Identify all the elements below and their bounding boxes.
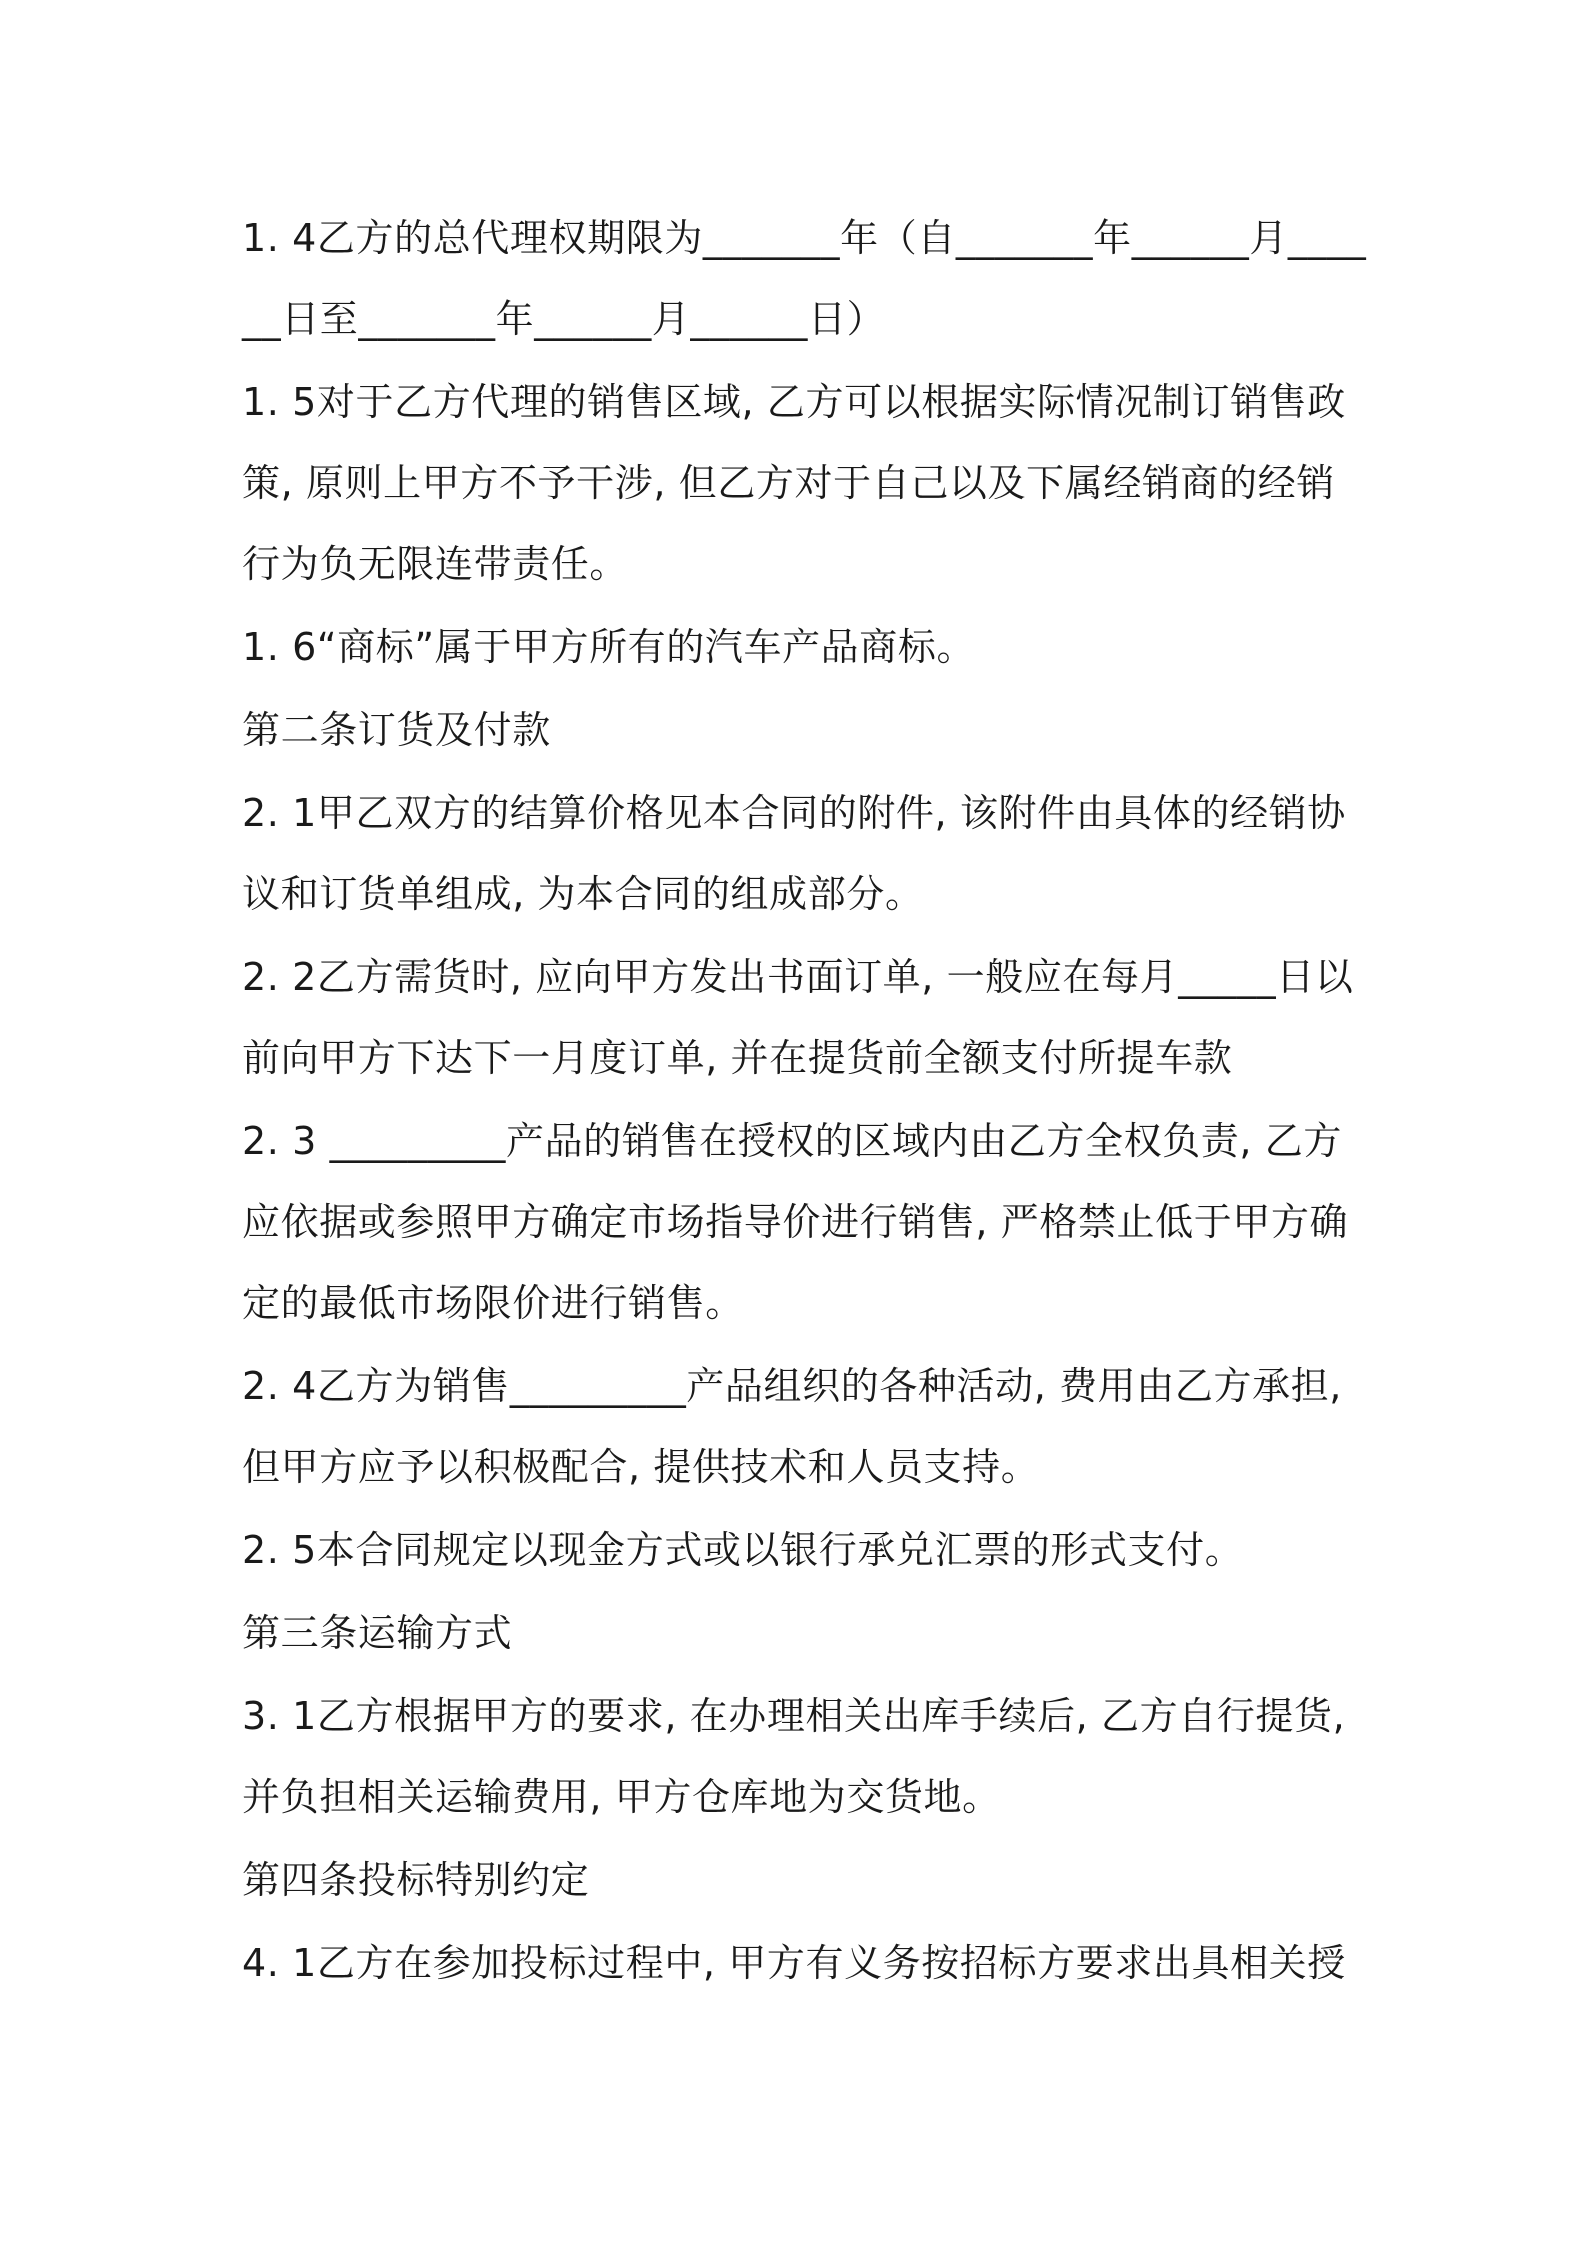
clause-3-1: 3. 1乙方根据甲方的要求, 在办理相关出库手续后, 乙方自行提货, 并负担相关运输费用, 甲方仓库地为交货地。 [242, 1694, 1346, 1819]
document-body [242, 198, 1372, 2006]
clause-2-2: 2. 2乙方需货时, 应向甲方发出书面订单, 一般应在每月_____日以前向甲方下达下一月度订单, 并在提货前全额支付所提车款 [242, 955, 1354, 1080]
clause-2-3: 2. 3 _________产品的销售在授权的区域内由乙方全权负责, 乙方应依据或参照甲方确定市场指导价进行销售, 严格禁止低于甲方确定的最低市场限价进行销售。 [242, 1119, 1349, 1325]
clause-2-1: 2. 1甲乙双方的结算价格见本合同的附件, 该附件由具体的经销协议和订货单组成, 为本合同的组成部分。 [242, 791, 1346, 916]
clause-2-4: 2. 4乙方为销售_________产品组织的各种活动, 费用由乙方承担, 但甲方应予以积极配合, 提供技术和人员支持。 [242, 1364, 1342, 1489]
article-3-heading: 第三条运输方式 [242, 1611, 513, 1655]
clause-2-5: 2. 5本合同规定以现金方式或以银行承兑汇票的形式支付。 [242, 1528, 1244, 1572]
clause-1-4: 1. 4乙方的总代理权期限为_______年（自_______年______月______日至_______年______月______日） [242, 216, 1367, 341]
clause-4-1: 4. 1乙方在参加投标过程中, 甲方有义务按招标方要求出具相关授 [242, 1941, 1346, 1985]
clause-1-6: 1. 6“商标”属于甲方所有的汽车产品商标。 [242, 625, 976, 669]
article-4-heading: 第四条投标特别约定 [242, 1858, 590, 1902]
article-2-heading: 第二条订货及付款 [242, 708, 551, 752]
clause-1-5: 1. 5对于乙方代理的销售区域, 乙方可以根据实际情况制订销售政策, 原则上甲方不予干涉, 但乙方对于自己以及下属经销商的经销行为负无限连带责任。 [242, 380, 1346, 586]
